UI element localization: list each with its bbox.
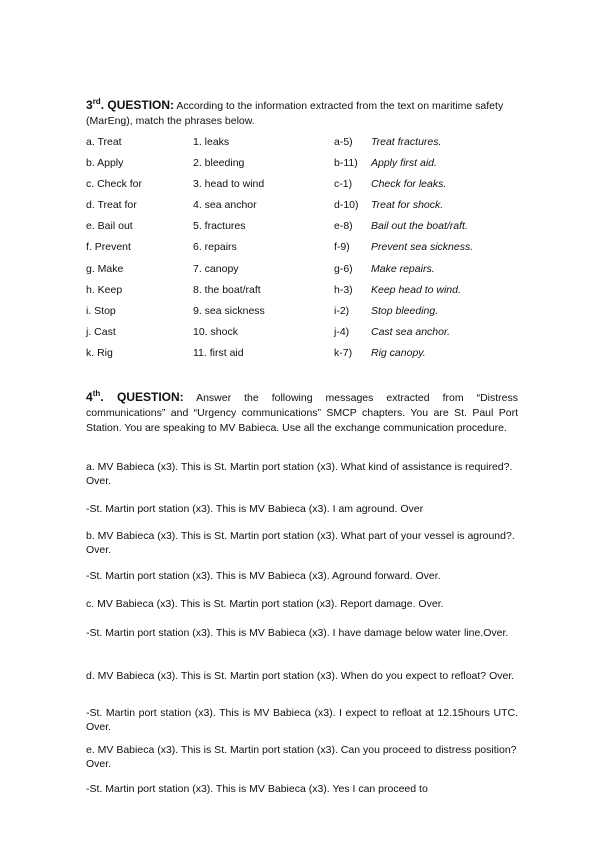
matching-row — [86, 284, 526, 305]
question-4-instruction: Answer the following messages extracted from “Distress communications” and “Urgency communications” SMCP chapters. You are St. Paul Port Station. You are speaking to MV Babieca. Use all the exchange communication procedure. — [86, 392, 518, 434]
answer-key-cell: i-2) — [334, 304, 350, 317]
verb-cell: e. Bail out — [86, 220, 133, 233]
answer-cell: Treat fractures. — [371, 136, 442, 148]
noun-cell: 7. canopy — [193, 262, 239, 275]
matching-row — [86, 136, 526, 157]
verb-cell: a. Treat — [86, 136, 122, 148]
answer-cell: Treat for shock. — [371, 199, 444, 212]
noun-cell: 11. first aid — [193, 346, 244, 359]
vessel-reply: -St. Martin port station (x3). This is MV Babieca (x3). I have damage below water line.Over. — [86, 627, 509, 639]
answer-key-cell: j-4) — [334, 325, 350, 338]
answer-cell: Make repairs. — [371, 262, 435, 275]
verb-cell: f. Prevent — [86, 241, 131, 254]
answer-cell: Keep head to wind. — [371, 283, 461, 296]
matching-row — [86, 157, 526, 178]
matching-table — [86, 136, 526, 368]
verb-cell: c. Check for — [86, 178, 143, 191]
answer-cell: Stop bleeding. — [371, 304, 439, 317]
noun-cell: 1. leaks — [193, 136, 230, 148]
verb-cell: d. Treat for — [86, 199, 137, 212]
verb-cell: j. Cast — [86, 325, 116, 338]
question-4 — [86, 386, 518, 436]
vessel-reply: -St. Martin port station (x3). This is MV Babieca (x3). I am aground. Over — [86, 503, 424, 515]
station-message: c. MV Babieca (x3). This is St. Martin port station (x3). Report damage. Over. — [86, 598, 444, 610]
vessel-reply: -St. Martin port station (x3). This is MV Babieca (x3). Yes I can proceed to — [86, 783, 428, 795]
station-message: d. MV Babieca (x3). This is St. Martin port station (x3). When do you expect to refloat? Over. — [86, 670, 515, 682]
answer-cell: Cast sea anchor. — [371, 325, 450, 338]
noun-cell: 4. sea anchor — [193, 199, 257, 212]
matching-row — [86, 241, 526, 262]
answer-key-cell: g-6) — [334, 262, 353, 275]
question-3-heading: 3rd. QUESTION: — [86, 97, 175, 112]
answer-cell: Rig canopy. — [371, 346, 426, 359]
verb-cell: g. Make — [86, 262, 124, 275]
matching-row — [86, 347, 526, 368]
question-4-heading: 4th. QUESTION: — [86, 389, 184, 404]
matching-row — [86, 305, 526, 326]
answer-key-cell: f-9) — [334, 241, 350, 254]
question-3-instruction: According to the information extracted from the text on maritime safety (MarEng), match the phrases below. — [86, 100, 504, 127]
answer-key-cell: c-1) — [334, 178, 353, 191]
noun-cell: 10. shock — [193, 325, 238, 338]
answer-cell: Bail out the boat/raft. — [371, 220, 468, 233]
matching-row — [86, 178, 526, 199]
answer-key-cell: a-5) — [334, 136, 353, 148]
verb-cell: b. Apply — [86, 157, 124, 170]
answer-key-cell: b-11) — [334, 157, 358, 170]
matching-row — [86, 263, 526, 284]
noun-cell: 3. head to wind — [193, 178, 265, 191]
vessel-reply: -St. Martin port station (x3). This is MV Babieca (x3). I expect to refloat at 12.15hours UTC. Over. — [86, 707, 518, 733]
answer-key-cell: k-7) — [334, 346, 353, 359]
question-3 — [86, 94, 518, 129]
matching-row — [86, 220, 526, 241]
answer-key-cell: h-3) — [334, 283, 353, 296]
noun-cell: 2. bleeding — [193, 157, 245, 170]
answer-cell: Check for leaks. — [371, 178, 447, 191]
matching-row — [86, 199, 526, 220]
matching-row — [86, 326, 526, 347]
answer-cell: Prevent sea sickness. — [371, 241, 474, 254]
verb-cell: k. Rig — [86, 346, 113, 359]
station-message: a. MV Babieca (x3). This is St. Martin port station (x3). What kind of assistance is required?. Over. — [86, 461, 513, 487]
answer-key-cell: d-10) — [334, 199, 359, 212]
noun-cell: 8. the boat/raft — [193, 283, 261, 296]
noun-cell: 6. repairs — [193, 241, 237, 254]
station-message: b. MV Babieca (x3). This is St. Martin port station (x3). What part of your vessel is aground?. Over. — [86, 530, 515, 556]
noun-cell: 9. sea sickness — [193, 304, 265, 317]
answer-key-cell: e-8) — [334, 220, 353, 233]
verb-cell: i. Stop — [86, 304, 116, 317]
verb-cell: h. Keep — [86, 283, 123, 296]
answer-cell: Apply first aid. — [371, 157, 437, 170]
vessel-reply: -St. Martin port station (x3). This is MV Babieca (x3). Aground forward. Over. — [86, 570, 441, 582]
station-message: e. MV Babieca (x3). This is St. Martin port station (x3). Can you proceed to distress position? Over. — [86, 744, 517, 770]
noun-cell: 5. fractures — [193, 220, 246, 233]
